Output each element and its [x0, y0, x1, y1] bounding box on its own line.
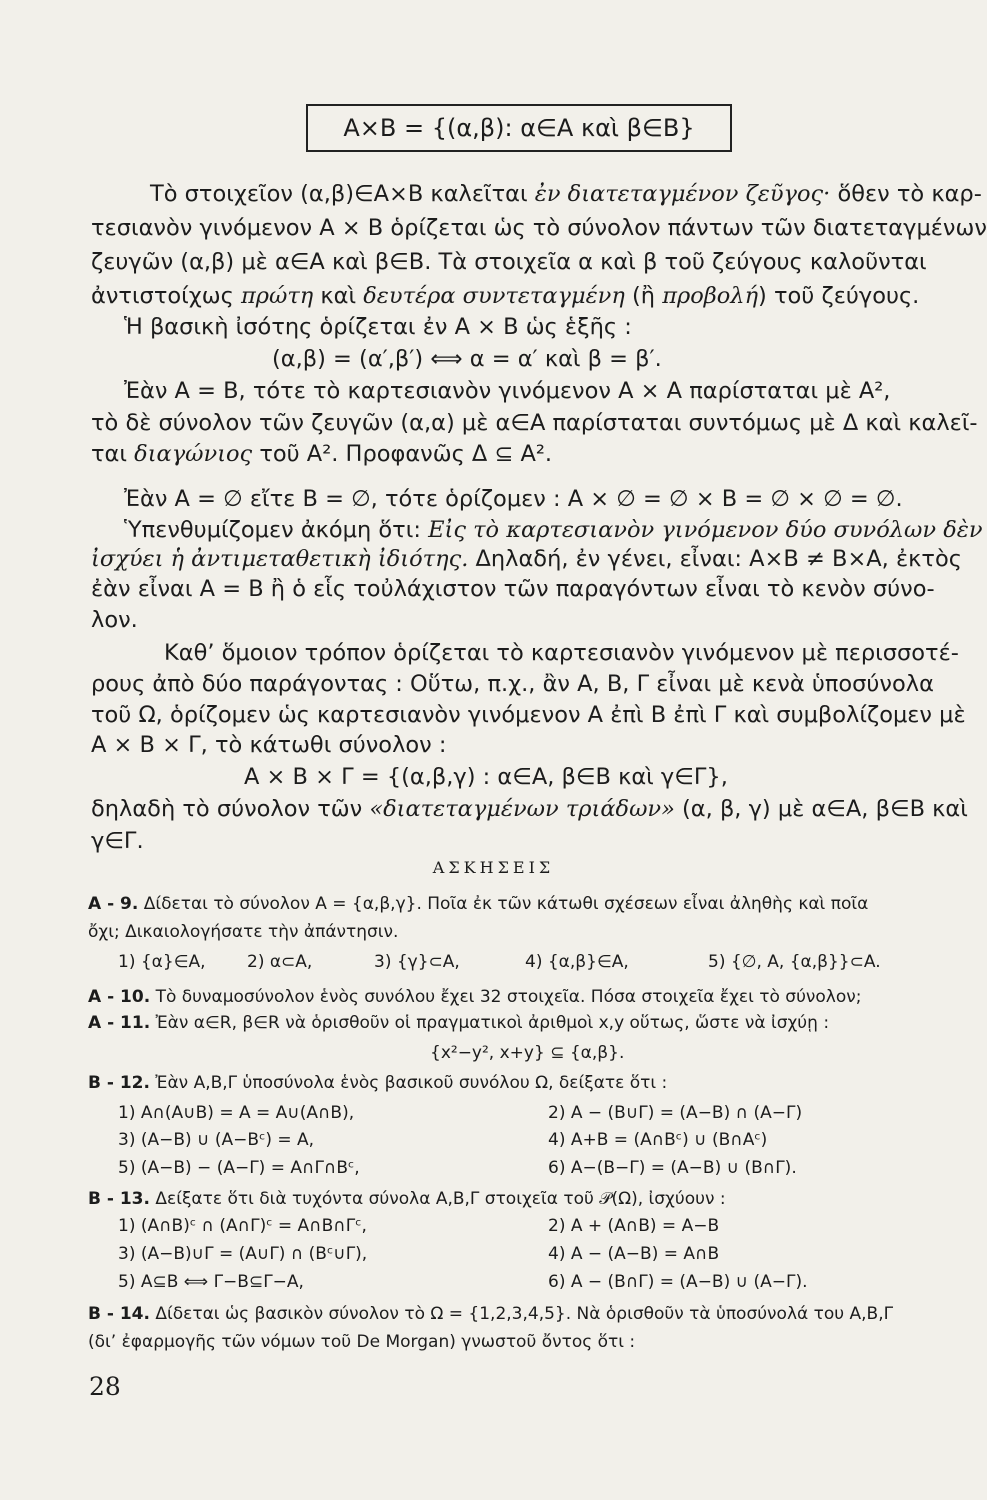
- exercise-line: Β - 13. Δείξατε ὅτι διὰ τυχόντα σύνολα A,B,Γ στοιχεῖα τοῦ 𝒫(Ω), ἰσχύουν :: [88, 1189, 726, 1209]
- formula-line: A × B × Γ = {(α,β,γ) : α∈A, β∈B καὶ γ∈Γ},: [244, 764, 728, 790]
- text-line: Ὑπενθυμίζομεν ἀκόμη ὅτι: Εἰς τὸ καρτεσιανὸν γινόμενον δύο συνόλων δὲν: [124, 517, 983, 543]
- text-line: Καθ’ ὅμοιον τρόπον ὁρίζεται τὸ καρτεσιανὸν γινόμενον μὲ περισσοτέ-: [164, 640, 959, 666]
- formula-line: (α,β) = (α′,β′) ⟺ α = α′ καὶ β = β′.: [272, 346, 662, 372]
- text-line: τὸ δὲ σύνολον τῶν ζευγῶν (α,α) μὲ α∈A παρίσταται συντόμως μὲ Δ καὶ καλεῖ-: [91, 410, 978, 436]
- text-line: ἰσχύει ἡ ἀντιμεταθετικὴ ἰδιότης. Δηλαδή, ἐν γένει, εἶναι: A×B ≠ B×A, ἐκτὸς: [91, 546, 962, 572]
- formula-line: {x²−y², x+y} ⊆ {α,β}.: [430, 1043, 625, 1063]
- text-line: ται διαγώνιος τοῦ A². Προφανῶς Δ ⊆ A².: [91, 441, 553, 467]
- text-line: ἀντιστοίχως πρώτη καὶ δευτέρα συντεταγμένη (ἢ προβολή) τοῦ ζεύγους.: [91, 283, 920, 309]
- exercise-line: Α - 10. Τὸ δυναμοσύνολον ἑνὸς συνόλου ἔχει 32 στοιχεῖα. Πόσα στοιχεῖα ἔχει τὸ σύνολον;: [88, 987, 862, 1007]
- exercise-line: Α - 9. Δίδεται τὸ σύνολον A = {α,β,γ}. Ποῖα ἐκ τῶν κάτωθι σχέσεων εἶναι ἀληθὴς καὶ ποῖα: [88, 894, 869, 914]
- exercise-item: 4) A+B = (A∩Bᶜ) ∪ (B∩Aᶜ): [548, 1130, 768, 1150]
- exercise-item: 5) (A−B) − (A−Γ) = A∩Γ∩Bᶜ,: [118, 1158, 360, 1178]
- exercise-item: 5) A⊆B ⟺ Γ−B⊆Γ−A,: [118, 1272, 304, 1292]
- exercise-item: 3) (A−B) ∪ (A−Bᶜ) = A,: [118, 1130, 315, 1150]
- text-line: Τὸ στοιχεῖον (α,β)∈A×B καλεῖται ἐν διατεταγμένον ζεῦγος· ὅθεν τὸ καρ-: [150, 181, 982, 207]
- text-line: λον.: [91, 607, 138, 633]
- exercise-item: 4) A − (A−B) = A∩B: [548, 1244, 720, 1264]
- exercise-item: 3) {γ}⊂A,: [374, 952, 460, 972]
- exercise-item: 2) A − (B∪Γ) = (A−B) ∩ (A−Γ): [548, 1103, 803, 1123]
- page-number: 28: [89, 1372, 121, 1401]
- exercise-item: 2) α⊂A,: [247, 952, 313, 972]
- text-line: δηλαδὴ τὸ σύνολον τῶν «διατεταγμένων τριάδων» (α, β, γ) μὲ α∈A, β∈B καὶ: [91, 796, 968, 822]
- text-line: A × B × Γ, τὸ κάτωθι σύνολον :: [91, 732, 447, 758]
- exercise-line: Α - 11. Ἐὰν α∈R, β∈R νὰ ὁρισθοῦν οἱ πραγματικοὶ ἀριθμοὶ x,y οὕτως, ὥστε νὰ ἰσχύῃ :: [88, 1013, 830, 1033]
- exercise-item: 2) A + (A∩B) = A−B: [548, 1216, 720, 1236]
- exercise-item: 3) (A−B)∪Γ = (A∪Γ) ∩ (Bᶜ∪Γ),: [118, 1244, 368, 1264]
- exercise-item: 1) A∩(A∪B) = A = A∪(A∩B),: [118, 1103, 355, 1123]
- exercise-line: ὄχι; Δικαιολογήσατε τὴν ἀπάντησιν.: [88, 922, 399, 942]
- exercise-item: 1) (A∩B)ᶜ ∩ (A∩Γ)ᶜ = A∩B∩Γᶜ,: [118, 1216, 367, 1236]
- text-line: Ἐὰν A = ∅ εἴτε B = ∅, τότε ὁρίζομεν : A × ∅ = ∅ × B = ∅ × ∅ = ∅.: [124, 486, 903, 512]
- exercise-item: 1) {α}∈A,: [118, 952, 206, 972]
- text-line: ἐὰν εἶναι A = B ἢ ὁ εἷς τοὐλάχιστον τῶν παραγόντων εἶναι τὸ κενὸν σύνο-: [91, 576, 935, 602]
- text-line: τοῦ Ω, ὁρίζομεν ὡς καρτεσιανὸν γινόμενον A ἐπὶ B ἐπὶ Γ καὶ συμβολίζομεν μὲ: [91, 702, 966, 728]
- exercise-line: Β - 14. Δίδεται ὡς βασικὸν σύνολον τὸ Ω = {1,2,3,4,5}. Νὰ ὁρισθοῦν τὰ ὑποσύνολά του A,B,Γ: [88, 1304, 894, 1324]
- exercise-line: (δι’ ἐφαρμογῆς τῶν νόμων τοῦ De Morgan) γνωστοῦ ὄντος ὅτι :: [88, 1332, 636, 1352]
- exercise-item: 6) A − (B∩Γ) = (A−B) ∪ (A−Γ).: [548, 1272, 808, 1292]
- text-line: Ἐὰν A = B, τότε τὸ καρτεσιανὸν γινόμενον A × A παρίσταται μὲ A²,: [124, 378, 891, 404]
- section-heading: ΑΣΚΗΣΕΙΣ: [432, 858, 555, 877]
- exercise-item: 5) {∅, A, {α,β}}⊂A.: [708, 952, 881, 972]
- exercise-item: 6) A−(B−Γ) = (A−B) ∪ (B∩Γ).: [548, 1158, 797, 1178]
- text-line: γ∈Γ.: [91, 828, 144, 854]
- boxed-formula: A×B = {(α,β): α∈A καὶ β∈B}: [306, 104, 732, 152]
- text-line: ζευγῶν (α,β) μὲ α∈A καὶ β∈B. Τὰ στοιχεῖα α καὶ β τοῦ ζεύγους καλοῦνται: [91, 249, 927, 275]
- text-line: ρους ἀπὸ δύο παράγοντας : Οὕτω, π.χ., ἂν A, B, Γ εἶναι μὲ κενὰ ὑποσύνολα: [91, 671, 934, 697]
- exercise-line: Β - 12. Ἐὰν A,B,Γ ὑποσύνολα ἑνὸς βασικοῦ συνόλου Ω, δείξατε ὅτι :: [88, 1073, 668, 1093]
- text-line: τεσιανὸν γινόμενον A × B ὁρίζεται ὡς τὸ σύνολον πάντων τῶν διατεταγμένων: [91, 215, 987, 241]
- exercise-item: 4) {α,β}∈A,: [525, 952, 629, 972]
- text-line: Ἡ βασικὴ ἰσότης ὁρίζεται ἐν A × B ὡς ἑξῆς :: [124, 314, 632, 340]
